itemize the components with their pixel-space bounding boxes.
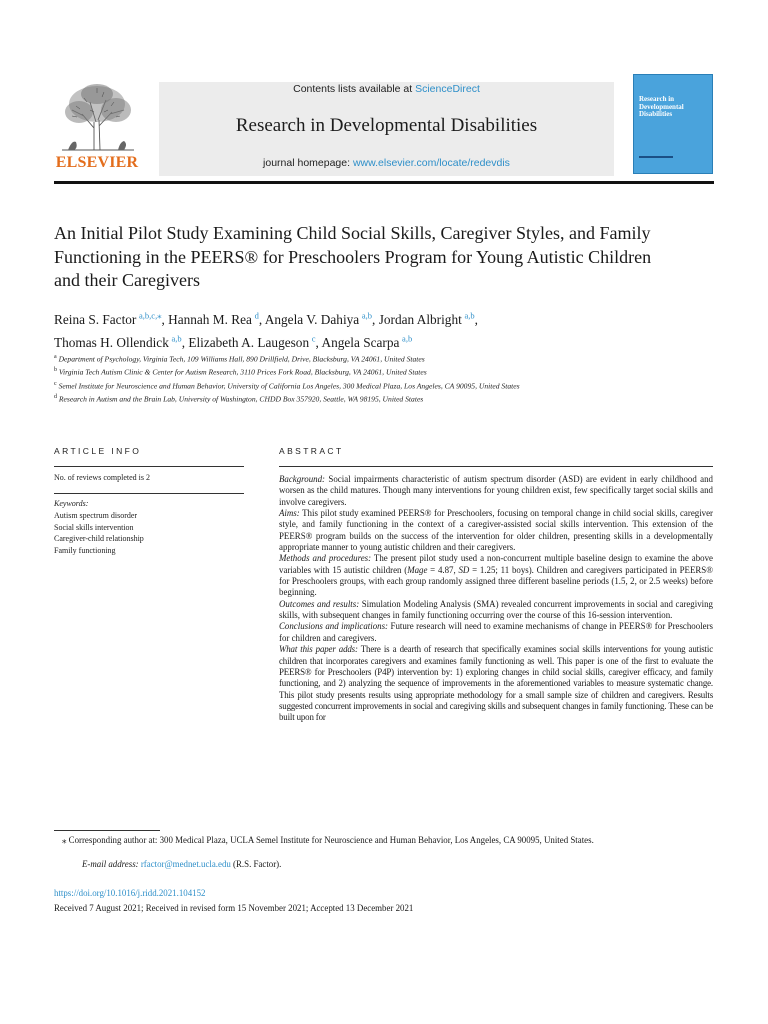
affiliation-key: d	[54, 393, 57, 400]
adds-label: What this paper adds:	[279, 644, 358, 655]
affiliation-key: b	[54, 367, 57, 374]
author-name[interactable]: Reina S. Factor	[54, 312, 137, 328]
affiliation-item	[54, 365, 714, 378]
publisher-name: ELSEVIER	[55, 154, 139, 171]
affiliation-list	[54, 352, 714, 405]
author	[54, 335, 188, 350]
article-info-rule-mid	[54, 493, 244, 494]
keywords-block	[54, 498, 144, 557]
author-name[interactable]: Elizabeth A. Laugeson	[188, 334, 310, 350]
abstract-background	[279, 474, 713, 508]
contents-line	[159, 83, 614, 95]
background-text: Social impairments characteristic of autism spectrum disorder (ASD) are evident in early childhood and worsen as the child matures. Though many interventions for young children exist, few specifically target social skills and involve caregivers.	[279, 474, 713, 507]
homepage-line	[159, 157, 614, 169]
outcomes-label: Outcomes and results:	[279, 598, 360, 609]
corresponding-mark: ⁎	[62, 835, 67, 845]
affiliation-text: Virginia Tech Autism Clinic & Center for Autism Research, 3110 Prices Fork Road, Blacksburg, VA 24061, United States	[58, 367, 427, 377]
author-separator: ,	[315, 334, 322, 350]
affiliation-item	[54, 392, 714, 405]
affiliation-text: Research in Autism and the Brain Lab, University of Washington, CHDD Box 357920, Seattle, WA 98195, United States	[58, 394, 424, 404]
author-separator: ,	[181, 334, 189, 350]
abstract-aims	[279, 508, 713, 553]
article-title: An Initial Pilot Study Examining Child Social Skills, Caregiver Styles, and Family Functioning in the PEERS® for Preschoolers Program for Young Autistic Children and their Caregivers	[54, 223, 652, 290]
author	[321, 335, 412, 350]
email-suffix: (R.S. Factor).	[230, 859, 282, 869]
outcomes-text: Simulation Modeling Analysis (SMA) revealed concurrent improvements in social and caregiving skills, with subsequent changes in family functioning occurring over the course of this 16-session intervention.	[279, 598, 713, 621]
author-affiliation-marks[interactable]: c	[311, 333, 316, 344]
keyword-item: Family functioning	[54, 546, 116, 556]
conclusions-text: Future research will need to examine mechanisms of change in PEERS® for Preschoolers for children and caregivers.	[279, 621, 713, 643]
affiliation-text: Department of Psychology, Virginia Tech, 109 Williams Hall, 890 Drillfield, Drive, Blacksburg, VA 24061, United States	[58, 354, 425, 364]
corresponding-author-note	[54, 834, 714, 846]
abstract-rule	[279, 466, 713, 467]
methods-text-c: = 1.25; 11 boys). Children and caregivers participated in PEERS® for Preschoolers groups, with each group randomly assigned three different baseline periods (1.5, 2, or 2.5 weeks) before beginning.	[279, 564, 713, 598]
methods-sd: SD	[458, 564, 470, 575]
email-link[interactable]: rfactor@mednet.ucla.edu	[140, 859, 231, 869]
affiliation-key: a	[54, 354, 57, 360]
journal-cover-thumbnail	[633, 74, 713, 174]
author-name[interactable]: Hannah M. Rea	[168, 312, 252, 328]
tree-logo-icon	[54, 80, 140, 154]
keywords-label: Keywords:	[54, 499, 89, 508]
abstract-heading: ABSTRACT	[279, 446, 344, 456]
background-label: Background:	[279, 474, 326, 484]
journal-title: Research in Developmental Disabilities	[235, 115, 538, 136]
author-name[interactable]: Angela Scarpa	[321, 334, 400, 350]
doi-link[interactable]: https://doi.org/10.1016/j.ridd.2021.104152	[54, 888, 206, 898]
author-affiliation-marks[interactable]: a,b	[361, 311, 373, 321]
author	[265, 312, 379, 327]
adds-text: There is a dearth of research that specifically examines social skills interventions for young autistic children that incorporates caregivers and examines family functioning as well. This paper is one of the first to evaluate the PEERS® for Preschoolers (P4P) intervention by: 1) exploring changes in child social skills, caregiver efficacy, and family functioning, and 2) analyzing the sequence of improvements in the aforementioned variables to measure systematic change. This pilot study presents results using appropriate methodology for a small sample size of children and caregivers. Results suggested concurrent improvements in social and caregiving skills and subsequent changes in family functioning. These can be built upon for	[279, 644, 713, 723]
keyword-item: Social skills intervention	[54, 522, 134, 532]
article-info-rule-top	[54, 466, 244, 467]
author	[188, 335, 321, 350]
header-divider	[54, 181, 714, 184]
corresponding-text: Corresponding author at: 300 Medical Plaza, UCLA Semel Institute for Neuroscience and Human Behavior, Los Angeles, CA 90095, United States.	[68, 835, 594, 845]
author	[379, 312, 478, 327]
author-affiliation-marks[interactable]: a,b	[171, 333, 182, 344]
methods-mage: Mage	[407, 564, 428, 575]
conclusions-label: Conclusions and implications:	[279, 621, 389, 632]
author-name[interactable]: Angela V. Dahiya	[264, 312, 360, 328]
author-separator: ,	[161, 312, 169, 328]
affiliation-text: Semel Institute for Neuroscience and Human Behavior, University of California Los Angeles, 300 Medical Plaza, Los Angeles, CA 90095, United States	[58, 381, 520, 391]
methods-text-a: The present pilot study used a non-concurrent multiple baseline design to examine the above variables with 15 autistic children (	[279, 553, 713, 575]
abstract-methods	[279, 553, 713, 598]
journal-banner	[159, 82, 614, 176]
methods-text-b: = 4.87,	[427, 564, 459, 575]
author-list	[54, 307, 694, 352]
email-label: E-mail address:	[82, 859, 139, 869]
author-separator: ,	[474, 312, 478, 328]
affiliation-item	[54, 352, 714, 365]
author	[54, 312, 168, 327]
author-affiliation-marks[interactable]: a,b	[464, 311, 475, 321]
keyword-item: Caregiver-child relationship	[54, 534, 144, 544]
cover-rule	[639, 156, 673, 158]
elsevier-logo	[54, 80, 140, 176]
cover-title: Research in Developmental Disabilities	[639, 95, 684, 118]
methods-label: Methods and procedures:	[279, 553, 372, 564]
contents-prefix: Contents lists available at	[293, 83, 416, 95]
homepage-prefix: journal homepage:	[263, 157, 353, 169]
keyword-item: Autism spectrum disorder	[54, 510, 138, 520]
author-separator: ,	[258, 312, 265, 328]
author-separator: ,	[372, 312, 379, 328]
author	[168, 312, 265, 327]
footnote-rule	[54, 830, 160, 831]
author-affiliation-marks[interactable]: d	[254, 311, 259, 321]
history-dates: Received 7 August 2021; Received in revised form 15 November 2021; Accepted 13 December 2021	[54, 903, 414, 913]
author-name[interactable]: Thomas H. Ollendick	[54, 334, 169, 350]
affiliation-item	[54, 379, 714, 392]
reviews-count: No. of reviews completed is 2	[54, 473, 150, 482]
journal-homepage-link[interactable]: www.elsevier.com/locate/redevdis	[352, 157, 510, 169]
author-name[interactable]: Jordan Albright	[378, 312, 462, 328]
author-affiliation-marks[interactable]: a,b,c,⁎	[139, 311, 162, 321]
affiliation-key: c	[54, 380, 57, 387]
abstract-body	[279, 474, 713, 724]
sciencedirect-link[interactable]: ScienceDirect	[415, 83, 480, 95]
email-line	[82, 859, 281, 869]
abstract-adds	[279, 644, 713, 723]
aims-label: Aims:	[279, 508, 300, 519]
aims-text: This pilot study examined PEERS® for Preschoolers, focusing on temporal change in child social skills, caregiver style, and family functioning in the context of a caregiver-assisted social skills intervention. This extension of the PEERS® program builds on the success of the intervention for older children, presenting skills in a developmentally appropriate manner to young autistic children and their caregivers.	[279, 508, 713, 553]
article-info-heading: ARTICLE INFO	[54, 446, 142, 456]
abstract-conclusions	[279, 621, 713, 644]
abstract-outcomes	[279, 599, 713, 622]
author-affiliation-marks[interactable]: a,b	[402, 333, 413, 344]
